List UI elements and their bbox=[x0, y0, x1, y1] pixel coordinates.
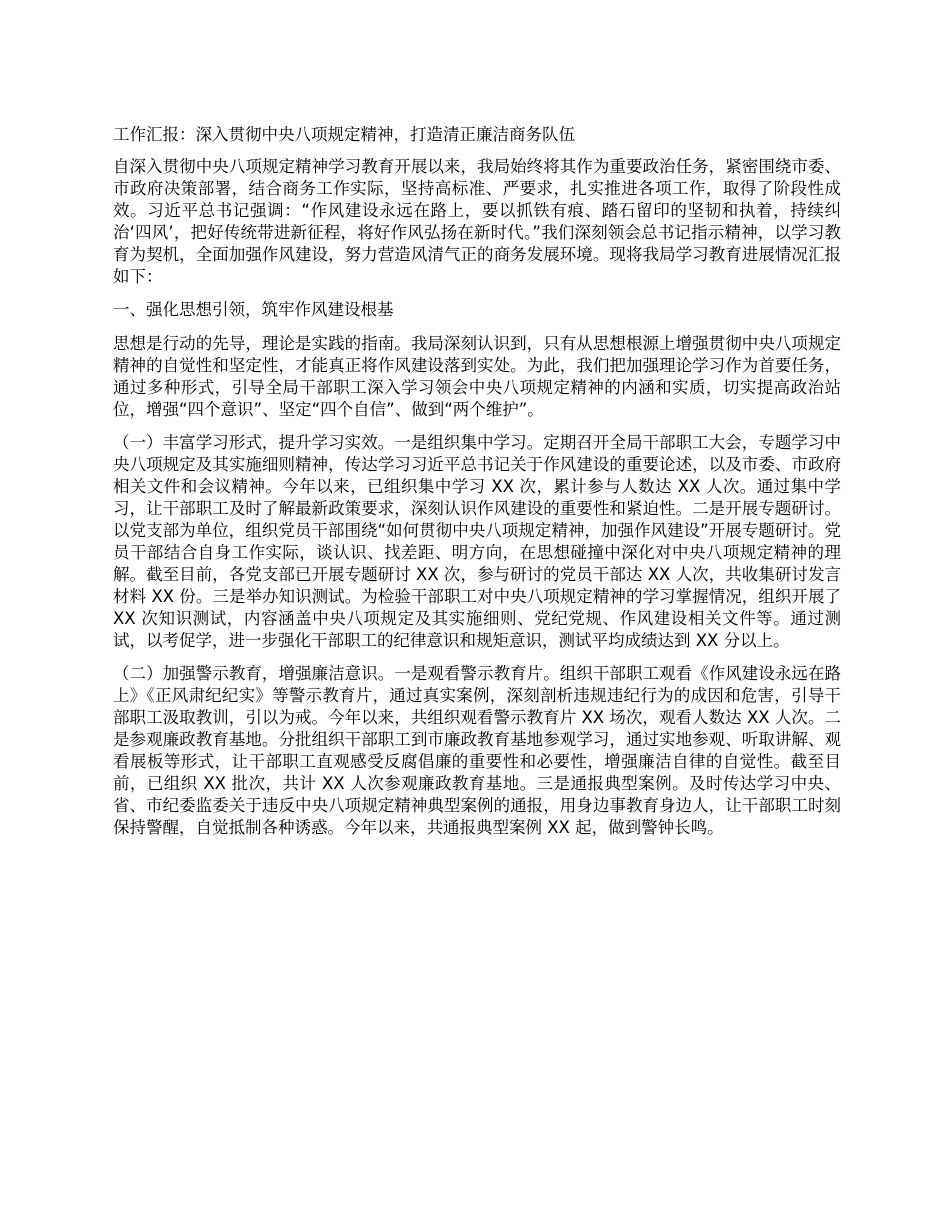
document-page bbox=[113, 124, 841, 850]
document-title: 工作汇报：深入贯彻中央八项规定精神，打造清正廉洁商务队伍 bbox=[113, 125, 575, 144]
section-1-heading: 一、强化思想引领，筑牢作风建设根基 bbox=[113, 300, 394, 319]
subsection-1-paragraph: （一）丰富学习形式，提升学习实效。一是组织集中学习。定期召开全局干部职工大会，专题学习中央八项规定及其实施细则精神，传达学习习近平总书记关于作风建设的重要论述，以及市委、市政府相关文件和会议精神。今年以来，已组织集中学习 XX 次，累计参与人数达 XX 人次。通过集中学习，让干部职工及时了解最新政策要求，深刻认识作风建设的重要性和紧迫性。二是开展专题研讨。以党支部为单位，组织党员干部围绕“如何贯彻中央八项规定精神，加强作风建设”开展专题研讨。党员干部结合自身工作实际，谈认识、找差距、明方向，在思想碰撞中深化对中央八项规定精神的理解。截至目前，各党支部已开展专题研讨 XX 次，参与研讨的党员干部达 XX 人次，共收集研讨发言材料 XX 份。三是举办知识测试。为检验干部职工对中央八项规定精神的学习掌握情况，组织开展了 XX 次知识测试，内容涵盖中央八项规定及其实施细则、党纪党规、作风建设相关文件等。通过测试，以考促学，进一步强化干部职工的纪律意识和规矩意识，测试平均成绩达到 XX 分以上。 bbox=[113, 433, 841, 650]
intro-paragraph: 自深入贯彻中央八项规定精神学习教育开展以来，我局始终将其作为重要政治任务，紧密围绕市委、市政府决策部署，结合商务工作实际，坚持高标准、严要求，扎实推进各项工作，取得了阶段性成效。习近平总书记强调：“作风建设永远在路上，要以抓铁有痕、踏石留印的坚韧和执着，持续纠治‘四风’，把好传统带进新征程，将好作风弘扬在新时代。”我们深刻领会总书记指示精神，以学习教育为契机，全面加强作风建设，努力营造风清气正的商务发展环境。现将我局学习教育进展情况汇报如下： bbox=[113, 157, 841, 286]
subsection-2-paragraph: （二）加强警示教育，增强廉洁意识。一是观看警示教育片。组织干部职工观看《作风建设永远在路上》《正风肃纪纪实》等警示教育片，通过真实案例，深刻剖析违规违纪行为的成因和危害，引导干部职工汲取教训，引以为戒。今年以来，共组织观看警示教育片 XX 场次，观看人数达 XX 人次。二是参观廉政教育基地。分批组织干部职工到市廉政教育基地参观学习，通过实地参观、听取讲解、观看展板等形式，让干部职工直观感受反腐倡廉的重要性和必要性，增强廉洁自律的自觉性。截至目前，已组织 XX 批次，共计 XX 人次参观廉政教育基地。三是通报典型案例。及时传达学习中央、省、市纪委监委关于违反中央八项规定精神典型案例的通报，用身边事教育身边人，让干部职工时刻保持警醒，自觉抵制各种诱惑。今年以来，共通报典型案例 XX 起，做到警钟长鸣。 bbox=[113, 664, 841, 837]
section-1-paragraph: 思想是行动的先导，理论是实践的指南。我局深刻认识到，只有从思想根源上增强贯彻中央八项规定精神的自觉性和坚定性，才能真正将作风建设落到实处。为此，我们把加强理论学习作为首要任务，通过多种形式，引导全局干部职工深入学习领会中央八项规定精神的内涵和实质，切实提高政治站位，增强“四个意识”、坚定“四个自信”、做到“两个维护”。 bbox=[113, 334, 841, 419]
